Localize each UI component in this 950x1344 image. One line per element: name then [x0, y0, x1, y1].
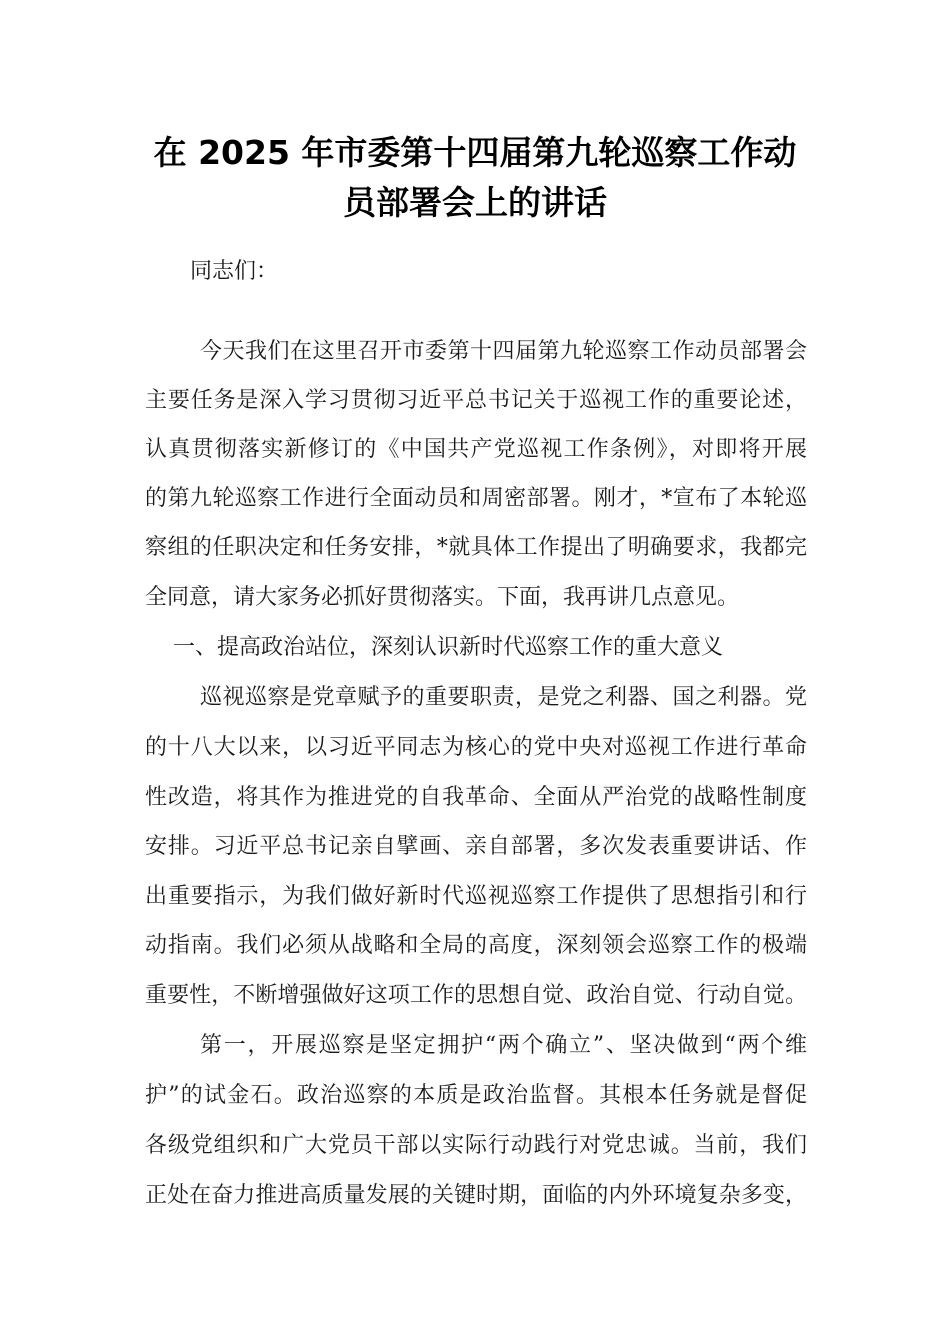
body-line: 的第九轮巡察工作进行全面动员和周密部署。刚才，*宣布了本轮巡: [145, 486, 807, 511]
body-line: 性改造，将其作为推进党的自我革命、全面从严治党的战略性制度: [145, 785, 807, 810]
body-line: 各级党组织和广大党员干部以实际行动践行对党忠诚。当前，我们: [145, 1133, 807, 1158]
body-line: 主要任务是深入学习贯彻习近平总书记关于巡视工作的重要论述，: [145, 388, 807, 413]
body-line: 全同意，请大家务必抓好贯彻落实。下面，我再讲几点意见。: [145, 585, 740, 610]
body-line: 察组的任职决定和任务安排，*就具体工作提出了明确要求，我都完: [145, 535, 807, 560]
body-line: 认真贯彻落实新修订的《中国共产党巡视工作条例》，对即将开展: [145, 437, 807, 462]
title-line-2: 员部署会上的讲话: [343, 183, 607, 222]
body-line: 巡视巡察是党章赋予的重要职责，是党之利器、国之利器。党: [200, 685, 807, 710]
body-line: 安排。习近平总书记亲自擘画、亲自部署，多次发表重要讲话、作: [145, 834, 807, 859]
body-line: 正处在奋力推进高质量发展的关键时期，面临的内外环境复杂多变，: [145, 1183, 807, 1208]
body-line: 重要性，不断增强做好这项工作的思想自觉、政治自觉、行动自觉。: [145, 983, 807, 1008]
section-heading: 一、提高政治站位，深刻认识新时代巡察工作的重大意义: [173, 635, 724, 660]
document-title: [140, 128, 810, 228]
body-line: 的十八大以来，以习近平同志为核心的党中央对巡视工作进行革命: [145, 735, 807, 760]
salutation: 同志们：: [190, 259, 279, 284]
body-line: 动指南。我们必须从战略和全局的高度，深刻领会巡察工作的极端: [145, 933, 807, 958]
body-line: 今天我们在这里召开市委第十四届第九轮巡察工作动员部署会: [200, 339, 807, 364]
body-line: 出重要指示，为我们做好新时代巡视巡察工作提供了思想指引和行: [145, 884, 807, 909]
title-line-1: 在 2025 年市委第十四届第九轮巡察工作动: [153, 133, 797, 172]
body-line: 第一，开展巡察是坚定拥护“两个确立”、坚决做到“两个维: [200, 1033, 807, 1058]
body-line: 护”的试金石。政治巡察的本质是政治监督。其根本任务就是督促: [145, 1083, 807, 1108]
